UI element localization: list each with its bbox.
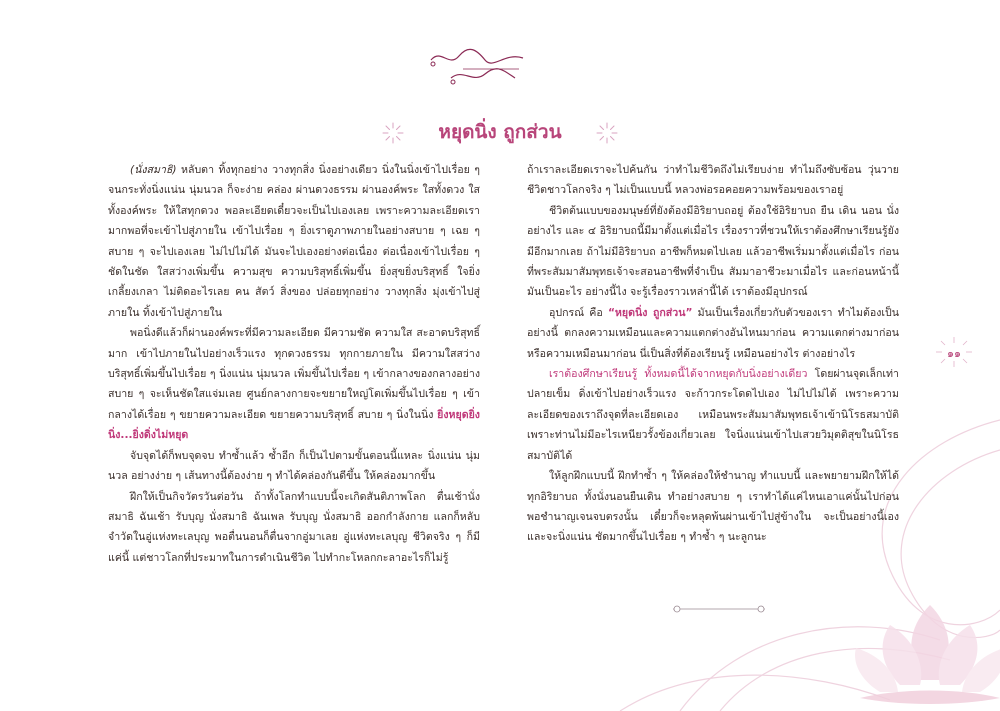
page-number-badge: [934, 337, 974, 367]
paragraph: ชีวิตต้นแบบของมนุษย์ที่ยังต้องมีอิริยาบถอยู่ ต้องใช้อิริยาบถ ยืน เดิน นอน นั่งอย่างไร และ ๔ อิริยาบถนี้มีมาตั้งแต่เมื่อไร เรื่องราวที่ชวนให้เราต้องศึกษาเรียนรู้ยังมีอีกมากเลย ถ้าไม่มีอิริยาบถ อาชีพก็หมดไปเลย แล้วอาชีพเริ่มมาตั้งแต่เมื่อไร ก่อนที่พระสัมมาสัมพุทธเจ้าจะสอนอาชีพที่จำเป็น สัมมาอาชีวะมาเมื่อไร และก่อนหน้านี้มันเป็นอะไร อย่างนี้ไง จะรู้เรื่องราวเหล่านี้ได้ เราต้องมีอุปกรณ์: [527, 204, 899, 299]
calligraphy-logo: [423, 42, 533, 90]
paragraph: ถ้าเราละเอียดเราจะไปค้นกัน ว่าทำไมชีวิตถึงไม่เรียบง่าย ทำไมถึงซับซ้อน วุ่นวาย ชีวิตชาวโลกจริง ๆ ไม่เป็นแบบนี้ หลวงพ่อรอคอยความพร้อมของเราอยู่: [527, 164, 899, 197]
paragraph-text: มันเป็นเรื่องเกี่ยวกับตัวของเรา ทำไมต้องเป็นอย่างนี้ ตกลงความเหมือนและความแตกต่างอันไหนมาก่อน ความแตกต่างมาก่อน หรือความเหมือนมาก่อน นี่เป็นสิ่งที่ต้องเรียนรู้ เหมือนอย่างไร ต่างอย่างไร: [527, 306, 899, 360]
line-circle-separator-icon: [673, 604, 765, 614]
paragraph: ฝึกให้เป็นกิจวัตรวันต่อวัน ถ้าทั้งโลกทำแบบนี้จะเกิดสันติภาพโลก ตื่นเช้านั่งสมาธิ ฉันเช้า รับบุญ นั่งสมาธิ ฉันเพล รับบุญ นั่งสมาธิ ออกกำลังกาย แลกก็หลับจำวัดในอู่แห่งทะเลบุญ พอตื่นนอนก็ตื่นจากอู่มาเลย อู่แห่งทะเลบุญ ชีวิตจริง ๆ ก็มีแค่นี้ แต่ชาวโลกที่ประมาทในการดำเนินชีวิต ไปทำกะโหลกกะลาอะไรก็ไม่รู้: [108, 490, 480, 564]
paragraph: [108, 323, 480, 445]
paragraph-text: โดยผ่านจุดเล็กเท่าปลายเข็ม ดิ่งเข้าไปอย่างเร็วแรง จะก้าวกระโดดไปเอง ไม่ไปไม่ได้ เพราะความละเอียดของเราถึงจุดที่ละเอียดเอง เหมือนพระสัมมาสัมพุทธเจ้าเข้านิโรธสมาบัติ เพราะท่านไม่มีอะไรเหนียวรั้งข้องเกี่ยวเลย ใจนิ่งแน่นเข้าไปเสวยวิมุตติสุขในนิโรธสมาบัติได้: [527, 368, 899, 462]
starburst-icon: [382, 122, 404, 144]
starburst-icon: [596, 122, 618, 144]
paragraph: จับจุดได้ก็พบจุดจบ ทำซ้ำแล้ว ซ้ำอีก ก็เป็นไปตามขั้นตอนนี้แหละ นิ่งแน่น นุ่มนวล อย่างง่าย ๆ เส้นทางนี้ต้องง่าย ๆ ทำได้คล่องกันดีขึ้น ให้คล่องมากขึ้น: [108, 449, 480, 483]
paragraph-text: พอนิ่งดีแล้วก็ผ่านองค์พระที่มีความละเอียด มีความชัด ความใส สะอาดบริสุทธิ์มาก เข้าไปภายในไปอย่างเร็วแรง ทุกดวงธรรม ทุกกายภายใน มีความใสสว่างบริสุทธิ์เพิ่มขึ้นไปเรื่อย ๆ นิ่งแน่น นุ่มนวล เพิ่มขึ้นไปเรื่อย ๆ เข้ากลางของกลางอย่างสบาย ๆ จะเห็นชัดใสแจ่มเลย ศูนย์กลางกายจะขยายใหญ่โตเพิ่มขึ้นไปเรื่อย ๆ เข้ากลางได้เรื่อย ๆ ขยายความละเอียด ขยายความบริสุทธิ์ สบาย ๆ นิ่งในนิ่ง: [108, 327, 480, 421]
page-title: หยุดนิ่ง ถูกส่วน: [438, 121, 562, 143]
paragraph: [527, 303, 899, 364]
paragraph: [527, 364, 899, 466]
paragraph: [108, 160, 480, 323]
left-column: [108, 160, 480, 568]
title-block: [360, 118, 640, 148]
lotus-flower-icon: [855, 605, 1000, 704]
right-column: [527, 160, 899, 548]
quote-phrase: “หยุดนิ่ง ถูกส่วน”: [607, 306, 693, 319]
page-number: ๑๑: [947, 347, 961, 360]
italic-note: (นั่งสมาธิ): [130, 164, 177, 176]
paragraph-text: อุปกรณ์ คือ: [549, 306, 608, 319]
highlight-phrase: ยิ่งหยุดยิ่งนิ่ง...ยิ่งดิ่งไม่หยุด: [108, 408, 480, 442]
paragraph: ให้ลูกฝึกแบบนี้ ฝึกทำซ้ำ ๆ ให้คล่องให้ชำนาญ ทำแบบนี้ และพยายามฝึกให้ได้ทุกอิริยาบถ ทั้งนั่งนอนยืนเดิน ทำอย่างสบาย ๆ เราทำได้แค่ไหนเอาแค่นั้นไปก่อน พอชำนาญเจนจบตรงนั้น เดี๋ยวก็จะหลุดพ้นผ่านเข้าไปสู่ข้างใน จะเป็นอย่างนี้เอง และจะนิ่งแน่น ชัดมากขึ้นไปเรื่อย ๆ ทำซ้ำ ๆ นะลูกนะ: [527, 470, 899, 544]
highlight-phrase: เราต้องศึกษาเรียนรู้ ทั้งหมดนี้ได้จากหยุดกับนิ่งอย่างเดียว: [549, 368, 808, 381]
paragraph-text: หลับตา ทิ้งทุกอย่าง วางทุกสิ่ง นิ่งอย่างเดียว นิ่งในนิ่งเข้าไปเรื่อย ๆ จนกระทั่งนิ่งแน่น นุ่มนวล ก็จะง่าย คล่อง ผ่านดวงธรรม ผ่านองค์พระ ใสทั้งดวง ใสทั้งองค์พระ ให้ใสทุกดวง พอละเอียดเดี๋ยวจะเป็นไปเองเลย เพราะความละเอียดเรามากพอที่จะเข้าไปสู่ภายใน เข้าไปเรื่อย ๆ ยิ่งเราดูภาพภายในอย่างสบาย ๆ เฉย ๆ สบาย ๆ จะไปเองเลย ไม่ไปไม่ได้ มันจะไปเองอย่างต่อเนื่อง ต่อเนื่องเข้าไปเรื่อย ๆ ชัดในชัด ใสสว่างเพิ่มขึ้น ความสุข ความบริสุทธิ์เพิ่มขึ้น ยิ่งสุขยิ่งบริสุทธิ์ ใจยิ่งเกลี้ยงเกลา ไม่ติดอะไรเลย คน สัตว์ สิ่งของ ปล่อยทุกอย่าง วางทุกสิ่ง มุ่งเข้าไปสู่ภายใน ทิ้งเข้าไปสู่ภายใน: [108, 164, 480, 319]
